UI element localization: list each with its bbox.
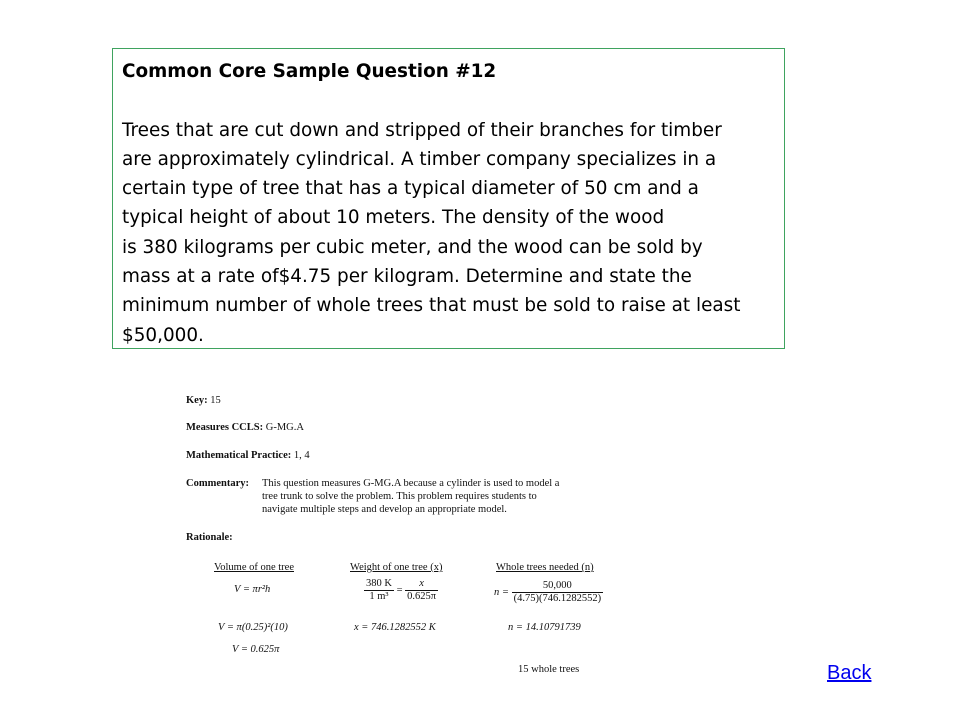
- question-line: mass at a rate of$4.75 per kilogram. Determine and state the: [122, 266, 692, 288]
- question-title: Common Core Sample Question #12: [122, 61, 497, 82]
- question-spacer: [122, 86, 775, 115]
- commentary-line: navigate multiple steps and develop an appropriate model.: [262, 504, 507, 515]
- commentary-label: Commentary:: [186, 478, 249, 489]
- commentary-row: [186, 477, 249, 490]
- answer-key-image: [186, 388, 626, 688]
- trees-numerator: 50,000: [512, 580, 604, 593]
- trees-result: n = 14.10791739: [508, 622, 581, 633]
- weight-denominator: 0.625π: [407, 591, 437, 602]
- ccls-row: [186, 421, 304, 434]
- volume-heading: Volume of one tree: [214, 562, 294, 573]
- question-line: Trees that are cut down and stripped of their branches for timber: [122, 119, 722, 141]
- weight-result: x = 746.1282552 K: [354, 622, 436, 633]
- practice-value: 1, 4: [293, 450, 310, 461]
- question-line: minimum number of whole trees that must be sold to raise at least: [122, 295, 741, 317]
- final-answer: 15 whole trees: [518, 664, 580, 675]
- equals-sign: =: [396, 584, 403, 596]
- question-line: is 380 kilograms per cubic meter, and the wood can be sold by: [122, 236, 703, 258]
- practice-row: [186, 449, 310, 462]
- volume-result: V = 0.625π: [232, 644, 280, 655]
- weight-proportion: [364, 578, 438, 603]
- commentary-text: [262, 477, 559, 516]
- density-numerator: 380 K: [366, 578, 392, 589]
- volume-formula: V = πr²h: [234, 584, 271, 595]
- trees-fraction: [512, 580, 604, 605]
- commentary-line: tree trunk to solve the problem. This problem requires students to: [262, 491, 537, 502]
- question-line: certain type of tree that has a typical diameter of 50 cm and a: [122, 178, 699, 200]
- commentary-line: This question measures G-MG.A because a cylinder is used to model a: [262, 478, 560, 489]
- key-label: Key:: [186, 395, 208, 406]
- density-fraction: [364, 578, 394, 603]
- weight-heading: Weight of one tree (x): [350, 562, 443, 573]
- trees-equation: [494, 580, 603, 605]
- practice-label: Mathematical Practice:: [186, 450, 292, 461]
- rationale-label: Rationale:: [186, 532, 233, 543]
- trees-lhs: n =: [494, 586, 509, 598]
- key-row: [186, 394, 221, 407]
- trees-heading: Whole trees needed (n): [496, 562, 594, 573]
- ccls-label: Measures CCLS:: [186, 422, 264, 433]
- key-value: 15: [210, 395, 221, 406]
- weight-fraction: [405, 578, 438, 603]
- question-line: typical height of about 10 meters. The density of the wood: [122, 207, 665, 229]
- trees-denominator: (4.75)(746.1282552): [513, 593, 602, 604]
- ccls-value: G-MG.A: [265, 422, 304, 433]
- density-denominator: 1 m³: [369, 591, 389, 602]
- question-line: are approximately cylindrical. A timber company specializes in a: [122, 148, 717, 170]
- question-box: [112, 48, 785, 349]
- rationale-row: [186, 531, 233, 544]
- back-link[interactable]: Back: [827, 662, 872, 684]
- question-body: [122, 116, 775, 350]
- question-line: $50,000.: [122, 324, 204, 346]
- weight-numerator: x: [405, 578, 438, 591]
- volume-substitution: V = π(0.25)²(10): [218, 622, 288, 633]
